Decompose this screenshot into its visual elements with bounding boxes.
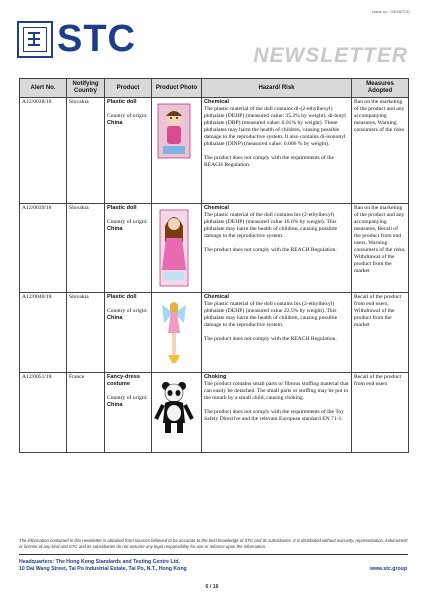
alert-number: A12/0040/18 <box>20 293 67 373</box>
header-alert-no: Alert No. <box>20 79 67 98</box>
hazard-description: The product contains small parts or fibrous stuffing material that can easily be detached. The small parts or stuffing may be put in the mouth by a small child, causing choking. <box>204 381 349 401</box>
origin-country: China <box>107 315 123 321</box>
measures-adopted: Ban on the marketing of the product and any accompanying measures, Recall of the product from end users, Warning consumers of the risks, Withdrawal of the product from the market <box>352 204 409 293</box>
product-name: Plastic doll <box>107 99 137 105</box>
compliance-note: The product does not comply with the REACH Regulation. <box>204 247 337 253</box>
page-number: 6 / 16 <box>205 584 219 590</box>
table-row <box>20 98 409 204</box>
hazard-cell <box>202 373 352 453</box>
hazard-description: The plastic material of the doll contains di-(2-ethylhexyl) phthalate (DEHP) (measured value: 35.2% by weight), di-butyl phthalate (DBP) (measured value: 0.01% by weight). These phthalates may harm the health of children, causing possible damage to the reproductive system. It also contains di-isononyl phthalate (DINP) (measured value: 0.006 % by weight). <box>204 106 346 147</box>
table-header-row <box>20 79 409 98</box>
hazard-description: The plastic material of the doll contains bis (2-ethylhexyl) phthalate (DEHP) (measured value 16.6% by weight). This phthalate may harm the health of children, causing possible damage to the reproductive system. <box>204 212 338 239</box>
footer-divider <box>19 554 408 555</box>
compliance-note: The product does not comply with the requirements of the REACH Regulation. <box>204 155 335 168</box>
header-hazard-risk: Hazard/ Risk <box>202 79 352 98</box>
alert-number: A12/0038/18 <box>20 98 67 204</box>
hazard-type: Choking <box>204 374 227 380</box>
product-cell <box>105 98 152 204</box>
header-product: Product <box>105 79 152 98</box>
hq-line-1: Headquarters: The Hong Kong Standards and Testing Centre Ltd. <box>19 559 181 565</box>
hazard-type: Chemical <box>204 205 229 211</box>
table-row <box>20 204 409 293</box>
notifying-country: Slovakia <box>67 204 105 293</box>
doll-in-box-photo <box>154 102 194 162</box>
hazard-type: Chemical <box>204 99 229 105</box>
origin-label: Country of origin: <box>107 219 148 225</box>
product-photo-cell <box>152 293 202 373</box>
hazard-cell <box>202 204 352 293</box>
table-row <box>20 373 409 453</box>
compliance-note: The product does not comply with the requirements of the Toy Safety Directive and the relevant European standard EN 71-1. <box>204 409 344 422</box>
product-name: Plastic doll <box>107 294 137 300</box>
measures-adopted: Recall of the product from end users <box>352 373 409 453</box>
product-name: Plastic doll <box>107 205 137 211</box>
header-product-photo: Product Photo <box>152 79 202 98</box>
stc-logo <box>17 18 136 60</box>
hazard-cell <box>202 293 352 373</box>
product-cell <box>105 204 152 293</box>
doll-in-box-photo <box>154 208 194 288</box>
notifying-country: Slovakia <box>67 98 105 204</box>
disclaimer: The information contained in this newsletter is obtained from sources believed to be accurate to the best knowledge of STC and its subsidiaries. It is distributed without warranty, representation, inducement or license of any kind and STC and its subsidiaries do not assume any legal responsibility for use or reliance upon the information. <box>19 538 408 549</box>
headquarters-address <box>19 559 187 573</box>
origin-country: China <box>107 226 123 232</box>
hq-line-2: 10 Dai Wang Street, Tai Po Industrial Estate, Tai Po, N.T., Hong Kong <box>19 566 187 572</box>
hazard-cell <box>202 98 352 204</box>
website-link[interactable]: www.stc.group <box>370 566 407 572</box>
newsletter-title: NEWSLETTER <box>253 44 408 67</box>
measures-adopted: Ban on the marketing of the product and any accompanying measures, Warning consumers of the risks <box>352 98 409 204</box>
header-notifying-country: Notifying Country <box>67 79 105 98</box>
header-measures-adopted: Measures Adopted <box>352 79 409 98</box>
stc-logo-mark <box>17 21 53 58</box>
fairy-doll-photo <box>154 297 194 367</box>
notifying-country: Slovakia <box>67 293 105 373</box>
compliance-note: The product does not comply with the REACH Regulation. <box>204 336 337 342</box>
measures-adopted: Recall of the product from end users, Withdrawal of the product from the market <box>352 293 409 373</box>
alert-number: A12/0051/18 <box>20 373 67 453</box>
product-cell <box>105 293 152 373</box>
issue-number: Issue no.: 03/18/TCD <box>372 9 410 14</box>
product-photo-cell <box>152 373 202 453</box>
origin-country: China <box>107 120 123 126</box>
product-photo-cell <box>152 204 202 293</box>
product-name: Fancy-dress costume <box>107 374 140 387</box>
origin-country: China <box>107 402 123 408</box>
notifying-country: France <box>67 373 105 453</box>
origin-label: Country of origin: <box>107 395 148 401</box>
product-cell <box>105 373 152 453</box>
product-photo-cell <box>152 98 202 204</box>
logo-text: STC <box>57 18 136 60</box>
hazard-description: The plastic material of the doll contains bis (2-ethylhexyl) phthalate (DEHP) (measured value 22.5% by weight). This phthalate may harm the health of children, causing possible damage to the reproductive system. <box>204 301 338 328</box>
hazard-type: Chemical <box>204 294 229 300</box>
origin-label: Country of origin: <box>107 308 148 314</box>
alert-number: A12/0039/18 <box>20 204 67 293</box>
alerts-table <box>19 78 409 453</box>
panda-costume-photo <box>154 377 194 437</box>
table-row <box>20 293 409 373</box>
origin-label: Country of origin: <box>107 113 148 119</box>
